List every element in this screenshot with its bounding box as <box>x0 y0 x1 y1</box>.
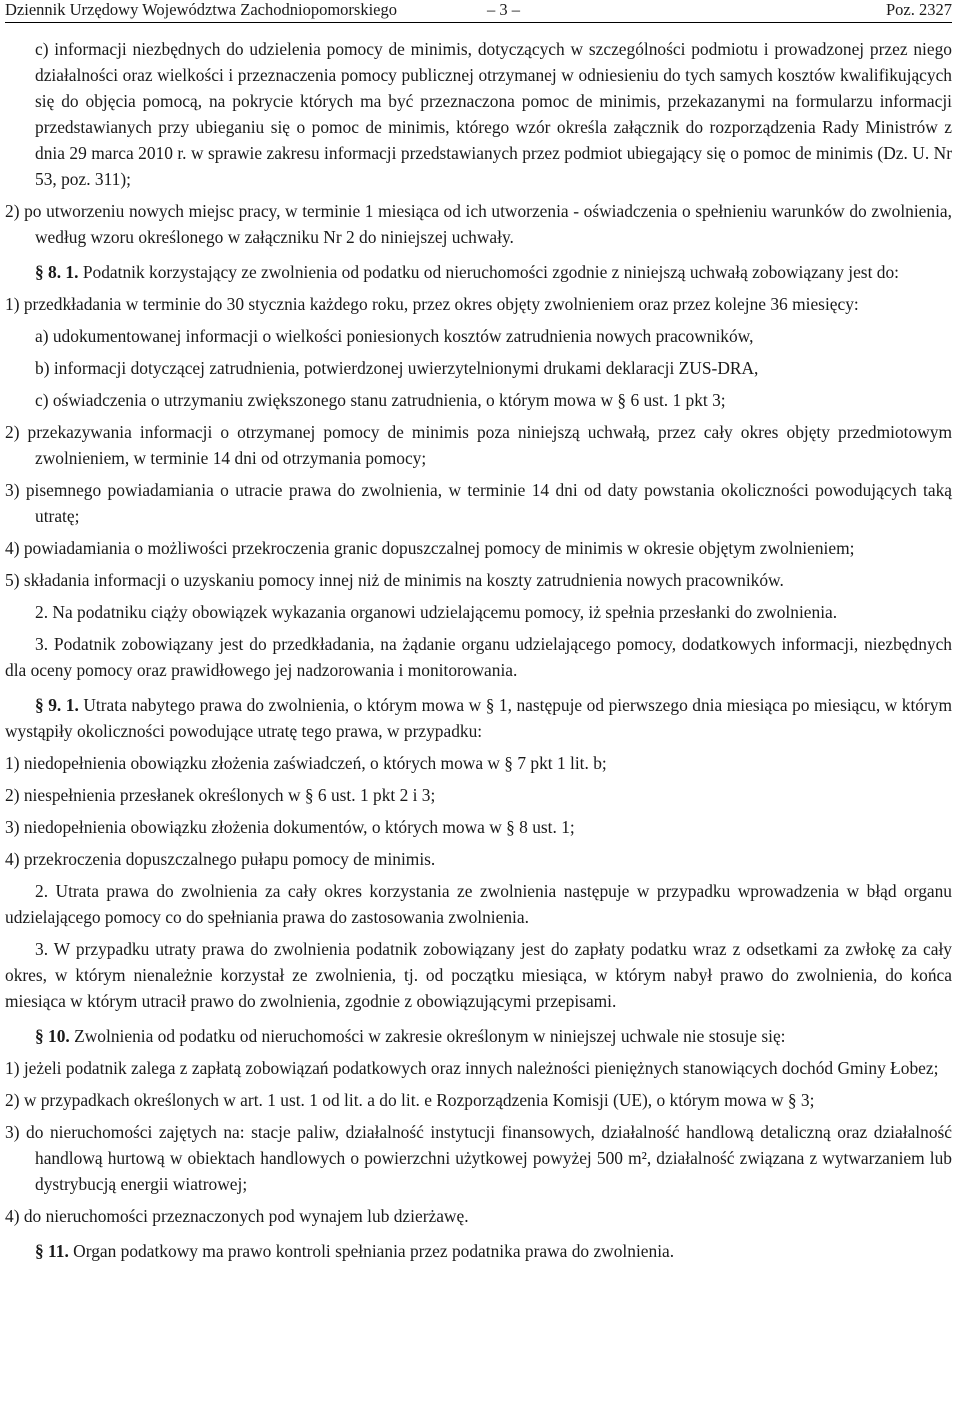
section-8-paragraph-3: 3. Podatnik zobowiązany jest do przedkładania, na żądanie organu udzielającego pomocy, dodatkowych informacji, niezbędnych dla oceny pomocy oraz prawidłowego jej nadzorowania i monitorowania. <box>5 634 952 680</box>
list-item-5-other-aid: 5) składania informacji o uzyskaniu pomocy innej niż de minimis na koszty zatrudnienia nowych pracowników. <box>5 570 784 590</box>
page-number: – 3 – <box>487 0 520 19</box>
section-10-label: § 10. <box>35 1026 70 1046</box>
list-item-10-3: 3) do nieruchomości zajętych na: stacje paliw, działalność instytucji finansowych, działalność handlową detaliczną oraz działalność handlową hurtową w obiektach handlowych o powierzchni użytkowej powyżej 500 m², działalność związana z wytwarzaniem lub dystrybucją energii wiatrowej; <box>5 1122 952 1194</box>
list-item-9-2: 2) niespełnienia przesłanek określonych w § 6 ust. 1 pkt 2 i 3; <box>5 785 436 805</box>
position-number: Poz. 2327 <box>886 0 952 19</box>
document-body <box>5 36 952 1264</box>
list-item-1-submission: 1) przedkładania w terminie do 30 stycznia każdego roku, przez okres objęty zwolnieniem oraz przez kolejne 36 miesięcy: <box>5 294 859 314</box>
list-item-9-4: 4) przekroczenia dopuszczalnego pułapu pomocy de minimis. <box>5 849 436 869</box>
list-item-2-declaration: 2) po utworzeniu nowych miejsc pracy, w terminie 1 miesiąca od ich utworzenia - oświadczenia o spełnieniu warunków do zwolnienia, według wzoru określonego w załączniku Nr 2 do niniejszej uchwały. <box>5 201 952 247</box>
list-item-b-employment-info: b) informacji dotyczącej zatrudnienia, potwierdzonej uwierzytelnionymi drukami deklaracji ZUS-DRA, <box>35 358 759 378</box>
journal-title: Dziennik Urzędowy Województwa Zachodniopomorskiego <box>5 0 397 19</box>
section-9-paragraph-3: 3. W przypadku utraty prawa do zwolnienia podatnik zobowiązany jest do zapłaty podatku wraz z odsetkami za zwłokę za cały okres, w którym nienależnie korzystał ze zwolnienia, tj. od początku miesiąca, w którym nabył prawo do zwolnienia, do końca miesiąca w którym utracił prawo do zwolnienia, zgodnie z obowiązującymi przepisami. <box>5 939 952 1011</box>
section-11-paragraph: § 11. Organ podatkowy ma prawo kontroli spełniania przez podatnika prawa do zwolnienia. <box>35 1241 675 1261</box>
list-item-c-information: c) informacji niezbędnych do udzielenia pomocy de minimis, dotyczących w szczególności podmiotu i prowadzonej przez niego działalności oraz wielkości i przeznaczenia pomocy publicznej otrzymanej w odniesieniu do tych samych kosztów kwalifikujących się do objęcia pomocą, na pokrycie których ma być przeznaczona pomoc de minimis, przekazanymi na formularzu informacji przedstawianych przy ubieganiu się o pomoc de minimis, którego wzór określa załącznik do rozporządzenia Rady Ministrów z dnia 29 marca 2010 r. w sprawie zakresu informacji przedstawianych przez podmiot ubiegający się o pomoc de minimis (Dz. U. Nr 53, poz. 311); <box>35 39 952 189</box>
page-header <box>5 0 952 23</box>
section-11-label: § 11. <box>35 1241 69 1261</box>
section-9-label: § 9. 1. <box>35 695 79 715</box>
section-9-paragraph-2: 2. Utrata prawa do zwolnienia za cały okres korzystania ze zwolnienia następuje w przypadku wprowadzenia w błąd organu udzielającego pomocy co do spełniania prawa do zastosowania zwolnienia. <box>5 881 952 927</box>
list-item-4-limit-notice: 4) powiadamiania o możliwości przekroczenia granic dopuszczalnej pomocy de minimis w okresie objętym zwolnieniem; <box>5 538 855 558</box>
section-8-paragraph-2: 2. Na podatniku ciąży obowiązek wykazania organowi udzielającemu pomocy, iż spełnia przesłanki do zwolnienia. <box>35 602 838 622</box>
section-8-paragraph-1: § 8. 1. Podatnik korzystający ze zwolnienia od podatku od nieruchomości zgodnie z niniejszą uchwałą zobowiązany jest do: <box>35 262 899 282</box>
list-item-a-cost-info: a) udokumentowanej informacji o wielkości poniesionych kosztów zatrudnienia nowych pracowników, <box>35 326 754 346</box>
list-item-10-2: 2) w przypadkach określonych w art. 1 ust. 1 od lit. a do lit. e Rozporządzenia Komisji (UE), o którym mowa w § 3; <box>5 1090 815 1110</box>
list-item-9-1: 1) niedopełnienia obowiązku złożenia zaświadczeń, o których mowa w § 7 pkt 1 lit. b; <box>5 753 607 773</box>
section-8-label: § 8. 1. <box>35 262 79 282</box>
list-item-2-aid-info: 2) przekazywania informacji o otrzymanej pomocy de minimis poza niniejszą uchwałą, przez cały okres objęty przedmiotowym zwolnieniem, w terminie 14 dni od otrzymania pomocy; <box>5 422 952 468</box>
list-item-10-1: 1) jeżeli podatnik zalega z zapłatą zobowiązań podatkowych oraz innych należności pieniężnych stanowiących dochód Gminy Łobez; <box>5 1058 939 1078</box>
list-item-9-3: 3) niedopełnienia obowiązku złożenia dokumentów, o których mowa w § 8 ust. 1; <box>5 817 575 837</box>
list-item-c-declaration: c) oświadczenia o utrzymaniu zwiększonego stanu zatrudnienia, o którym mowa w § 6 ust. 1 pkt 3; <box>35 390 726 410</box>
list-item-10-4: 4) do nieruchomości przeznaczonych pod wynajem lub dzierżawę. <box>5 1206 469 1226</box>
section-9-paragraph-1: § 9. 1. Utrata nabytego prawa do zwolnienia, o którym mowa w § 1, następuje od pierwszego dnia miesiąca po miesiącu, w którym wystąpiły okoliczności powodujące utratę tego prawa, w przypadku: <box>5 695 952 741</box>
list-item-3-notification: 3) pisemnego powiadamiania o utracie prawa do zwolnienia, w terminie 14 dni od daty powstania okoliczności powodujących taką utratę; <box>5 480 952 526</box>
section-10-paragraph: § 10. Zwolnienia od podatku od nieruchomości w zakresie określonym w niniejszej uchwale nie stosuje się: <box>35 1026 786 1046</box>
